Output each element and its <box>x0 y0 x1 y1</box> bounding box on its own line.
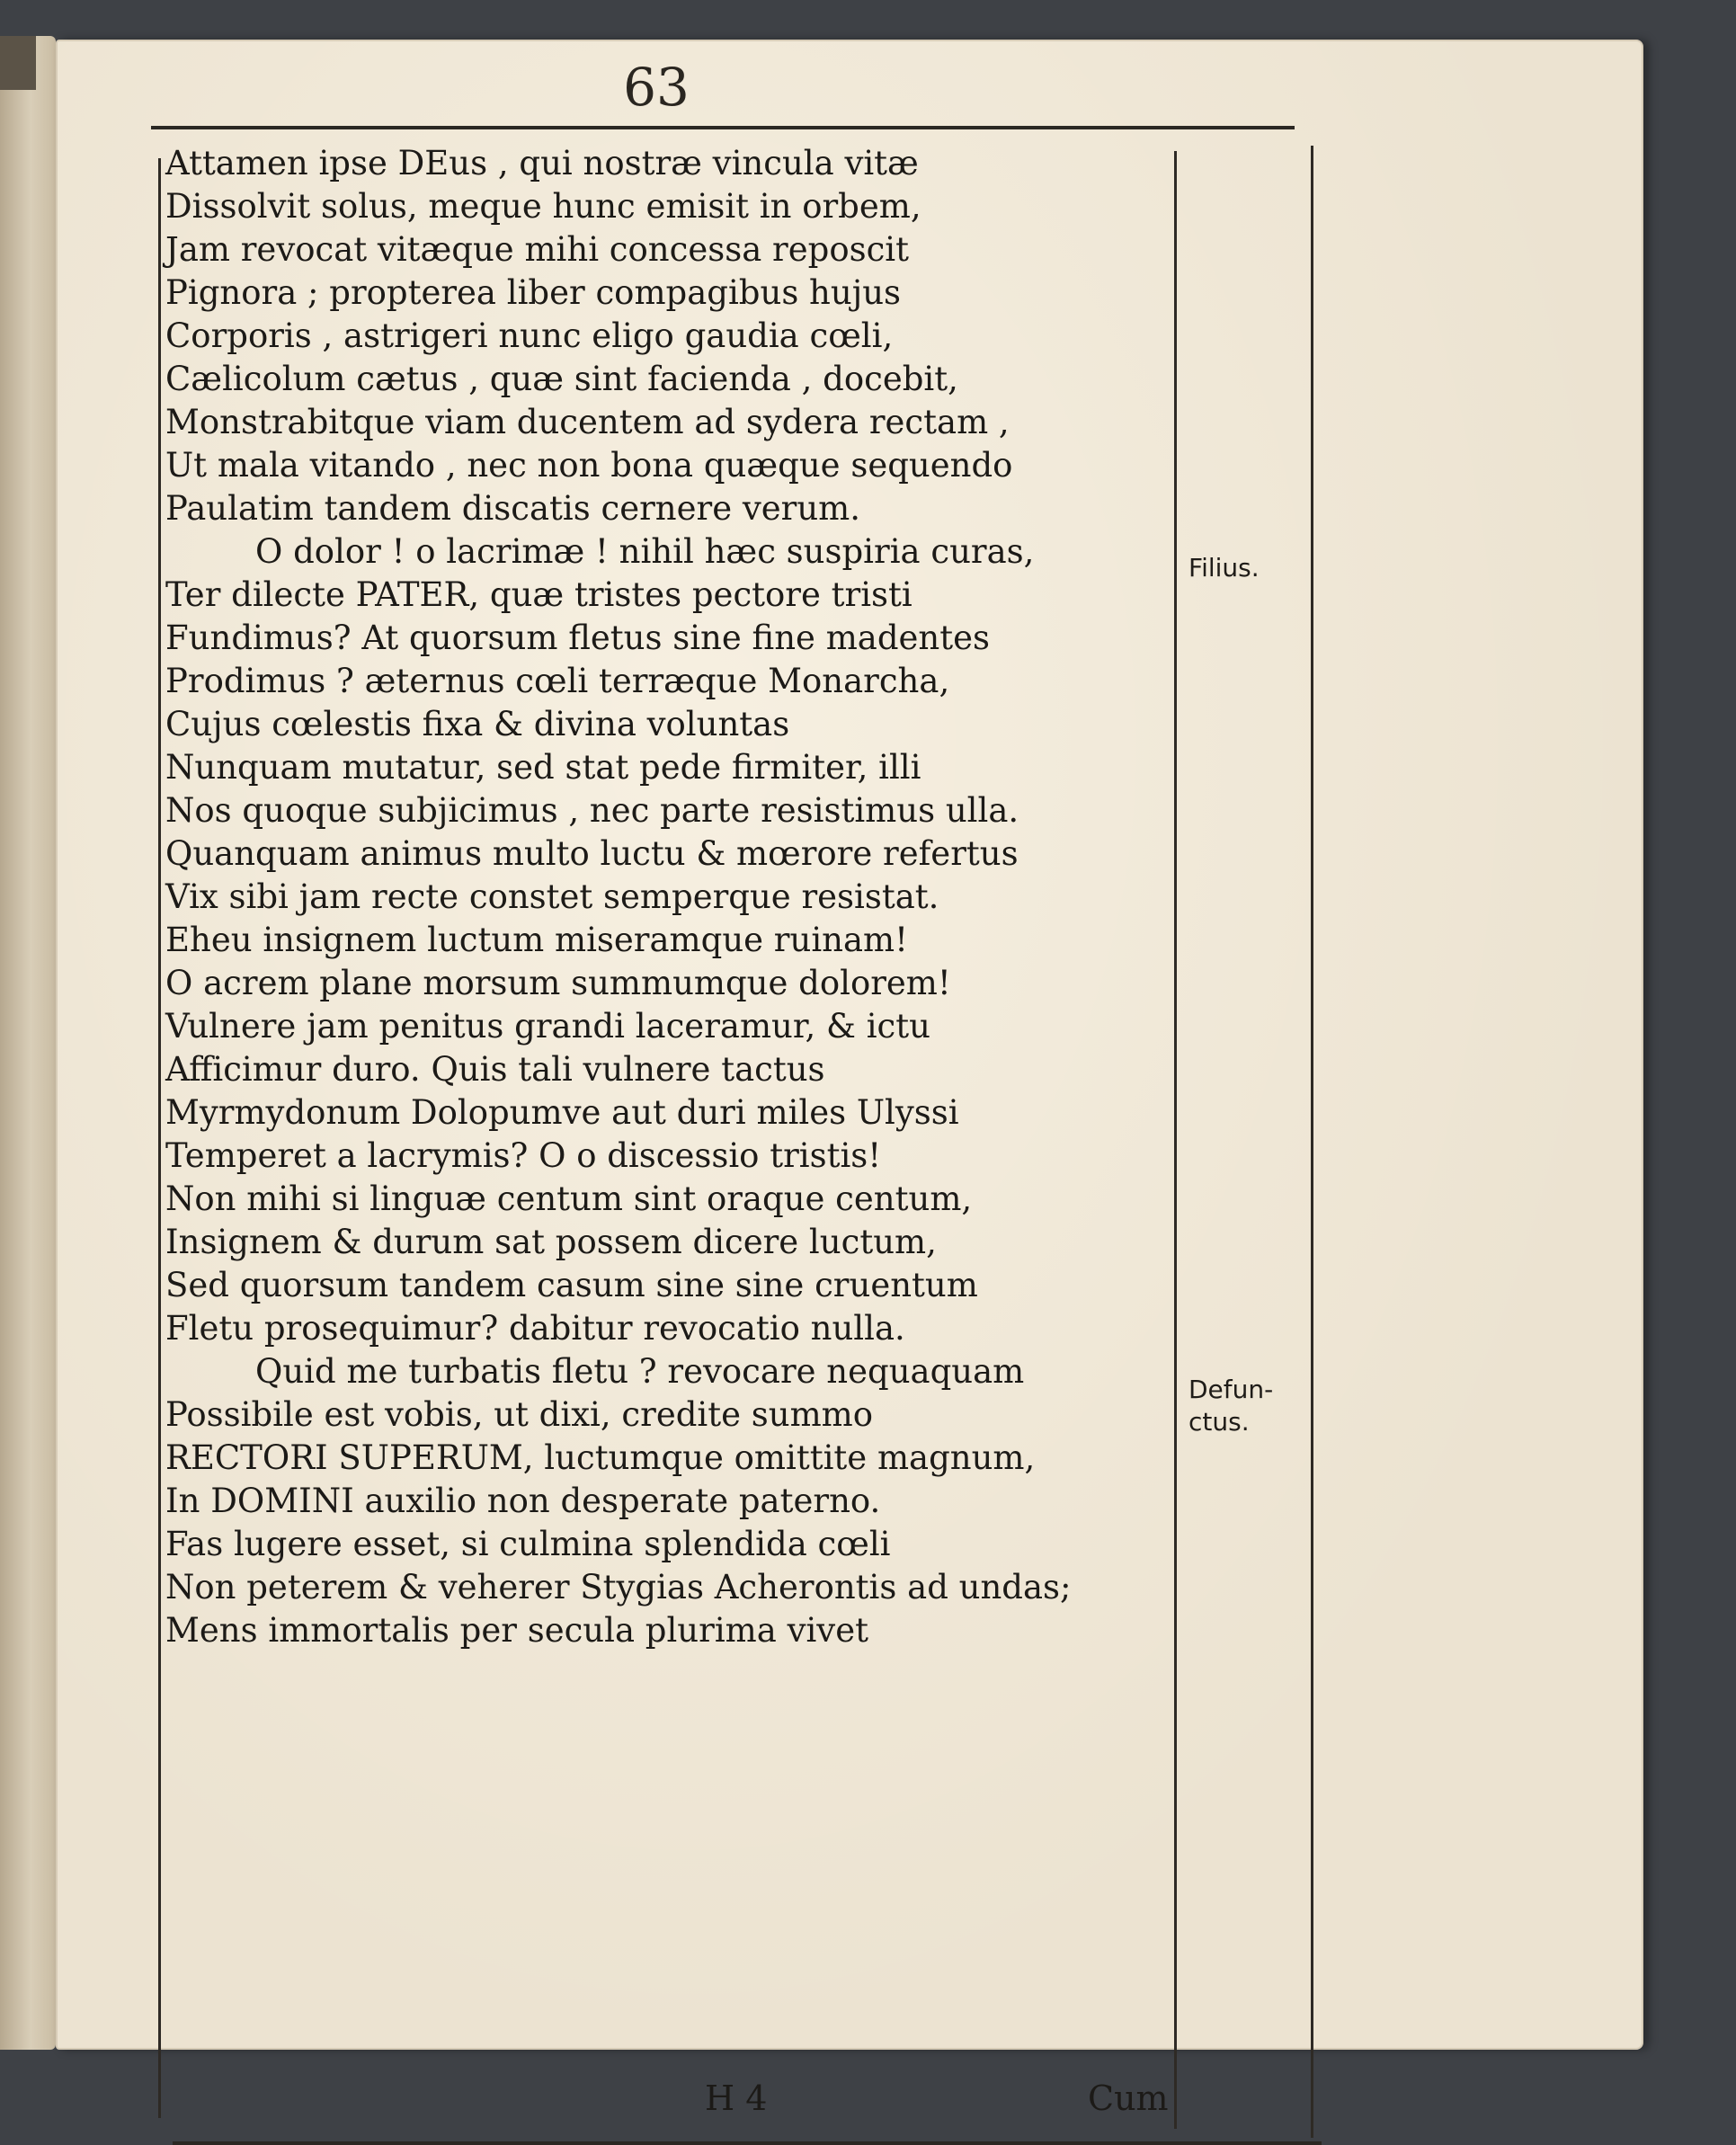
verse-line: Insignem & durum sat possem dicere luctum, <box>165 1223 937 1261</box>
facing-page-corner <box>0 36 36 90</box>
margin-note-text: Filius. <box>1188 553 1260 583</box>
margin-note-text: ctus. <box>1188 1407 1250 1437</box>
facing-page-edge <box>0 36 56 2050</box>
verse-line: Monstrabitque viam ducentem ad sydera rectam , <box>165 403 1010 441</box>
poem-text <box>165 142 1172 1652</box>
margin-note-speaker <box>1188 1374 1273 1438</box>
verse-line: Possibile est vobis, ut dixi, credite summo <box>165 1395 874 1434</box>
verse-line: O dolor ! o lacrimæ ! nihil hæc suspiria curas, <box>255 532 1035 571</box>
verse-line: Temperet a lacrymis? O o discessio tristis! <box>165 1136 882 1175</box>
verse-line: Paulatim tandem discatis cernere verum. <box>165 489 861 528</box>
verse-line: Prodimus ? æternus cœli terræque Monarcha, <box>165 662 950 700</box>
verse-line: RECTORI SUPERUM, luctumque omittite magnum, <box>165 1438 1036 1477</box>
verse-line: Sed quorsum tandem casum sine sine cruentum <box>165 1266 978 1304</box>
verse-line: Cujus cœlestis fixa & divina voluntas <box>165 705 790 743</box>
margin-note-speaker <box>1188 552 1260 584</box>
verse-line: Jam revocat vitæque mihi concessa reposcit <box>165 230 910 269</box>
verse-line: Quid me turbatis fletu ? revocare nequaquam <box>255 1352 1025 1391</box>
top-rule <box>151 126 1295 129</box>
margin-note-text: Defun- <box>1188 1375 1274 1404</box>
bottom-rule <box>173 2141 1322 2145</box>
verse-line: Nos quoque subjicimus , nec parte resistimus ulla. <box>165 791 1019 830</box>
verse-line: Afficimur duro. Quis tali vulnere tactus <box>165 1050 825 1089</box>
verse-line: Non mihi si linguæ centum sint oraque centum, <box>165 1179 973 1218</box>
verse-line: Corporis , astrigeri nunc eligo gaudia cœli, <box>165 316 894 355</box>
verse-line: Ut mala vitando , nec non bona quæque sequendo <box>165 446 1013 485</box>
verse-line: Pignora ; propterea liber compagibus hujus <box>165 273 902 312</box>
verse-line: Myrmydonum Dolopumve aut duri miles Ulyssi <box>165 1093 959 1132</box>
verse-line: Vulnere jam penitus grandi laceramur, & ictu <box>165 1007 930 1046</box>
verse-line: Fas lugere esset, si culmina splendida cœli <box>165 1525 891 1563</box>
verse-line: In DOMINI auxilio non desperate paterno. <box>165 1482 881 1520</box>
right-frame-rule <box>1311 146 1313 2138</box>
verse-line: Mens immortalis per secula plurima vivet <box>165 1611 868 1650</box>
verse-line: Dissolvit solus, meque hunc emisit in orbem, <box>165 187 921 226</box>
catchword: Cum <box>1088 2078 1169 2118</box>
verse-line: Non peterem & veherer Stygias Acherontis ad undas; <box>165 1568 1072 1607</box>
verse-line: O acrem plane morsum summumque dolorem! <box>165 964 951 1002</box>
verse-line: Quanquam animus multo luctu & mœrore refertus <box>165 834 1019 873</box>
verse-line: Vix sibi jam recte constet semperque resistat. <box>165 877 939 916</box>
page-number: 63 <box>623 57 690 118</box>
verse-line: Eheu insignem luctum miseramque ruinam! <box>165 921 908 959</box>
verse-line: Cælicolum cætus , quæ sint facienda , docebit, <box>165 360 958 398</box>
signature-mark: H 4 <box>705 2078 768 2118</box>
margin-column-rule <box>1174 151 1177 2129</box>
verse-line: Fundimus? At quorsum fletus sine fine madentes <box>165 619 990 657</box>
left-frame-rule <box>158 158 161 2118</box>
verse-line: Attamen ipse DEus , qui nostræ vincula vitæ <box>165 144 919 182</box>
verse-line: Fletu prosequimur? dabitur revocatio nulla. <box>165 1309 905 1348</box>
verse-line: Ter dilecte PATER, quæ tristes pectore tristi <box>165 575 913 614</box>
verse-line: Nunquam mutatur, sed stat pede firmiter, illi <box>165 748 921 787</box>
